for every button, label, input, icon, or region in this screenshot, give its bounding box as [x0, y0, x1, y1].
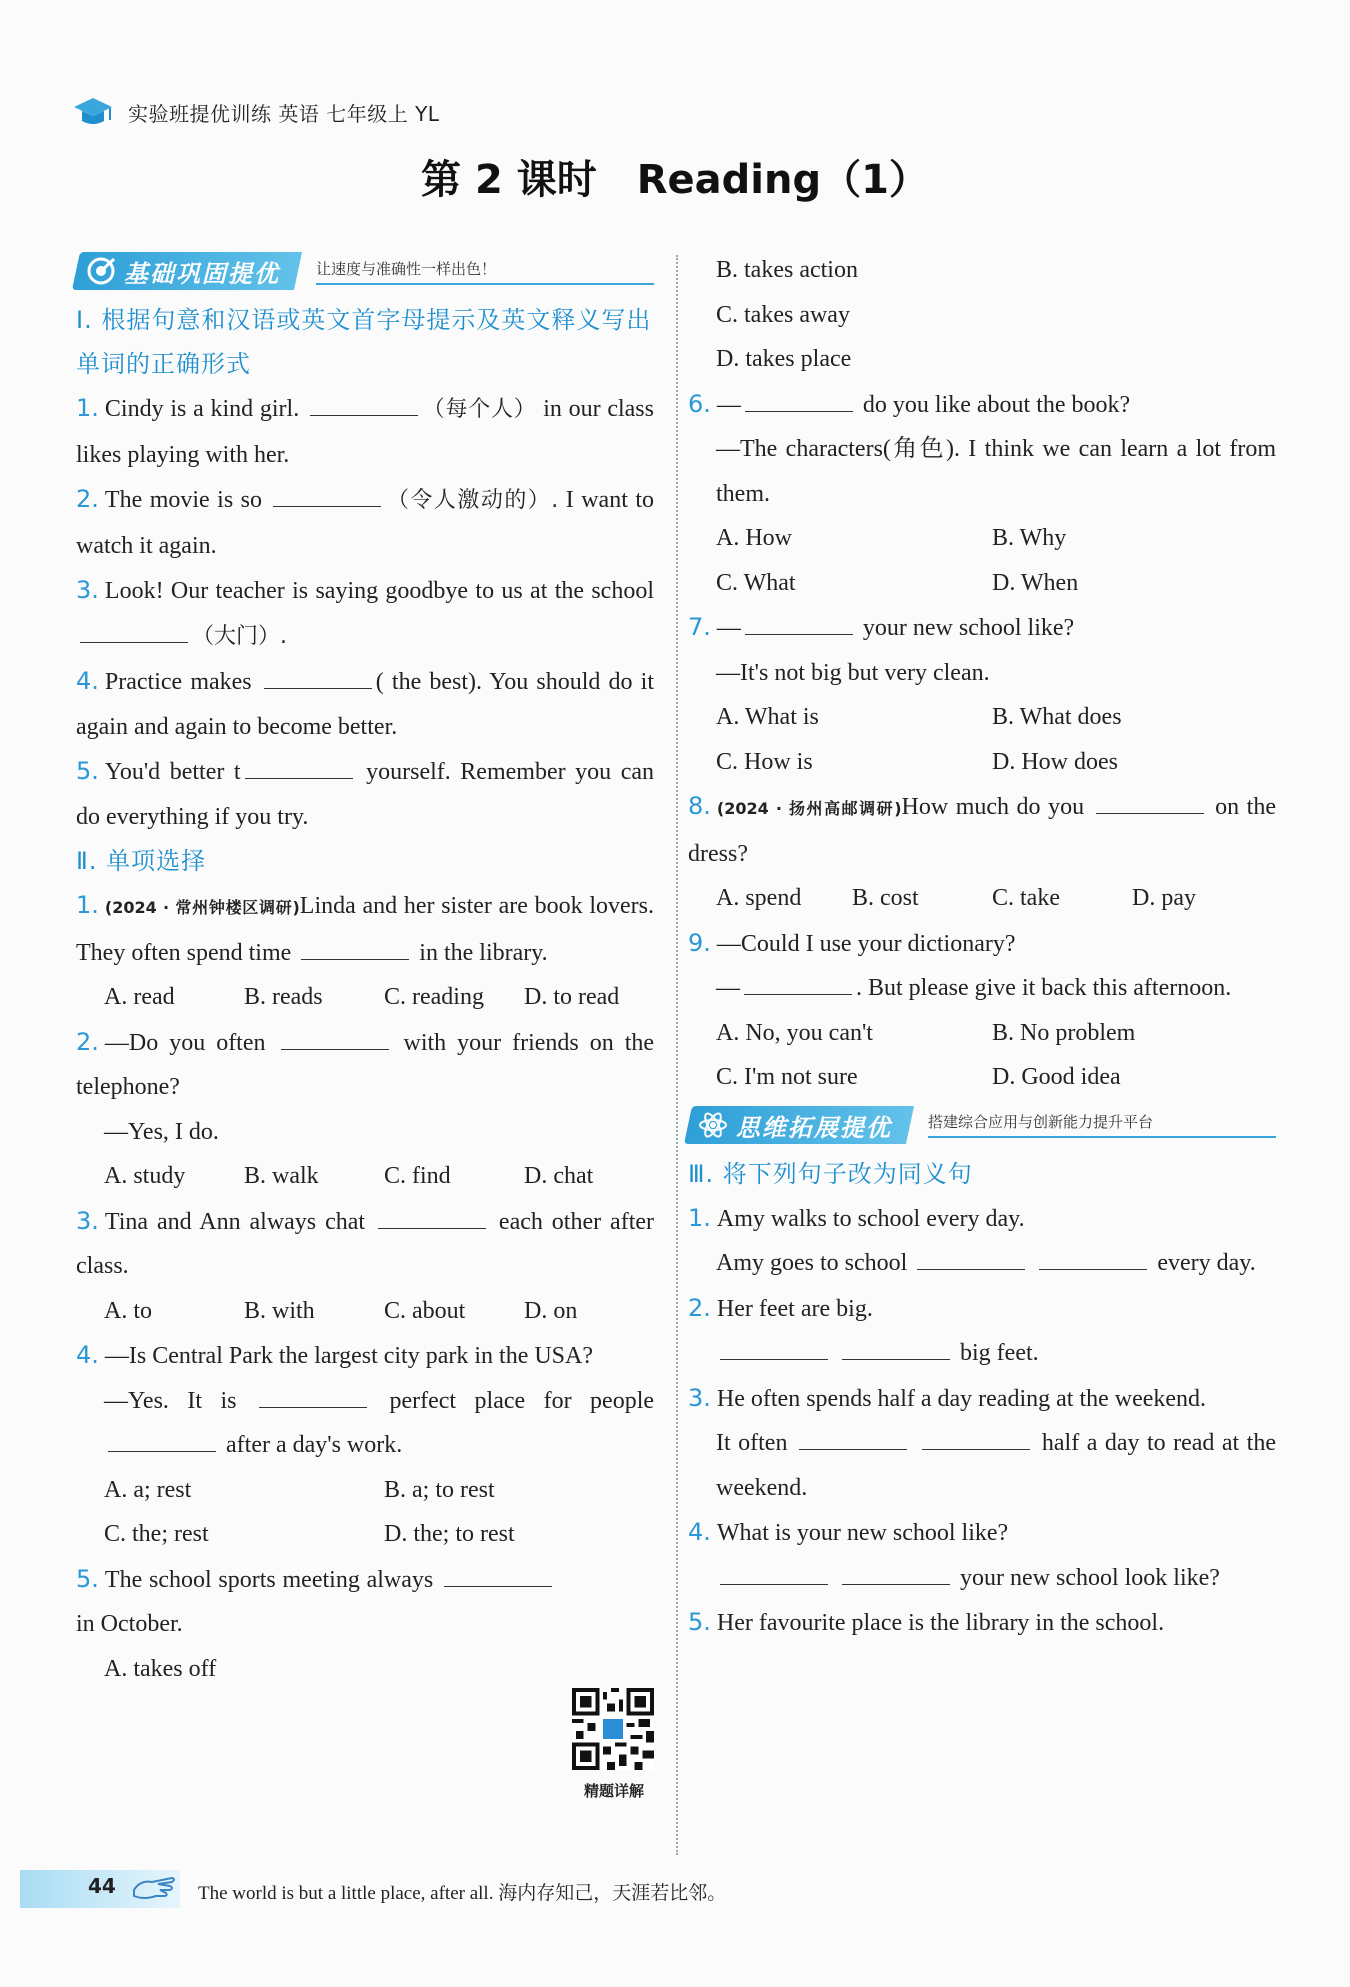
p2-q5: 5. The school sports meeting always in October.	[76, 1557, 556, 1647]
running-header	[72, 90, 439, 134]
p3-q4-rewrite: your new school look like?	[688, 1556, 1276, 1601]
p2-q9-reply: — . But please give it back this afternoon.	[716, 975, 1232, 1001]
section-3-heading: Ⅲ. 将下列句子改为同义句	[688, 1159, 973, 1188]
p2-q6-options-b: C. What D. When	[716, 569, 1079, 596]
answer-blank[interactable]	[922, 1429, 1030, 1450]
p3-q3-rewrite: It often half a day to read at the weekend.	[716, 1430, 1276, 1501]
right-column	[688, 248, 1276, 1646]
p1-q2: 2. The movie is so （令人激动的）. I want to watch it again.	[76, 485, 655, 559]
p3-q5: 5. Her favourite place is the library in the school.	[688, 1608, 1165, 1636]
answer-blank[interactable]	[1096, 793, 1204, 814]
banner-basic-sub: 让速度与准确性一样出色！	[316, 258, 654, 285]
answer-blank[interactable]	[273, 486, 381, 507]
answer-blank[interactable]	[720, 1339, 828, 1360]
graduation-cap-icon	[72, 94, 114, 130]
answer-blank[interactable]	[842, 1564, 950, 1585]
answer-blank[interactable]	[281, 1029, 389, 1050]
p2-q1: 1. (2024 · 常州钟楼区调研)Linda and her sister are book lovers. They often spend time in the library.	[76, 891, 654, 966]
atom-icon	[698, 1110, 728, 1140]
column-divider	[676, 255, 678, 1855]
p1-q4: 4. Practice makes ( the best). You should do it again and again to become better.	[76, 667, 654, 740]
section-2-heading: Ⅱ. 单项选择	[76, 847, 207, 875]
p2-q6-reply: —The characters(角色). I think we can learn a lot from them.	[716, 436, 1276, 507]
p2-q3: 3. Tina and Ann always chat each other after class.	[76, 1206, 655, 1279]
answer-blank[interactable]	[1039, 1249, 1147, 1270]
banner-basic-label: 基础巩固提优	[124, 259, 280, 288]
p2-q7: 7. — your new school like?	[688, 613, 1075, 641]
answer-blank[interactable]	[842, 1339, 950, 1360]
p2-q4-options-a: A. a; rest B. a; to rest	[104, 1476, 495, 1503]
p2-q9: 9. —Could I use your dictionary?	[688, 928, 1016, 957]
p2-q7-options-a: A. What is B. What does	[716, 704, 1122, 730]
p2-q6: 6. — do you like about the book?	[688, 389, 1131, 418]
p2-q6-options-a: A. How B. Why	[716, 525, 1067, 551]
banner-ext	[688, 1102, 1276, 1148]
p2-q2-options: A. study B. walk C. find D. chat	[104, 1163, 594, 1189]
p2-q9-options-b: C. I'm not sure D. Good idea	[716, 1064, 1121, 1090]
p3-q1-rewrite: Amy goes to school every day.	[716, 1250, 1256, 1276]
p3-q2-rewrite: big feet.	[688, 1331, 1276, 1376]
answer-blank[interactable]	[917, 1249, 1025, 1270]
answer-blank[interactable]	[108, 1431, 216, 1452]
answer-blank[interactable]	[444, 1566, 552, 1587]
left-column	[76, 248, 654, 1691]
answer-blank[interactable]	[745, 391, 853, 412]
answer-blank[interactable]	[259, 1387, 367, 1408]
answer-blank[interactable]	[378, 1208, 486, 1229]
answer-blank[interactable]	[245, 758, 353, 779]
p2-q9-options-a: A. No, you can't B. No problem	[716, 1019, 1136, 1046]
page-footer	[0, 1860, 1350, 1920]
p1-q1: 1. Cindy is a kind girl. （每个人） in our class likes playing with her.	[76, 394, 654, 468]
answer-blank[interactable]	[264, 668, 372, 689]
p3-q2: 2. Her feet are big.	[688, 1293, 873, 1322]
p2-q7-reply: —It's not big but very clean.	[716, 659, 990, 686]
book-title: 实验班提优训练 英语 七年级上 YL	[128, 101, 440, 126]
answer-blank[interactable]	[310, 395, 418, 416]
section-1-heading: Ⅰ. 根据句意和汉语或英文首字母提示及英文释义写出单词的正确形式	[76, 306, 652, 378]
p2-q4-reply: —Yes. It is perfect place for people after a day's work.	[104, 1387, 655, 1458]
p2-q4-options-b: C. the; rest D. the; to rest	[104, 1521, 515, 1547]
banner-ext-sub: 搭建综合应用与创新能力提升平台	[928, 1111, 1276, 1138]
p2-q8-options: A. spend B. cost C. take D. pay	[716, 885, 1196, 911]
footer-quote: The world is but a little place, after all. 海内存知己，天涯若比邻。	[198, 1883, 727, 1904]
p2-q5-option-b: B. takes action	[716, 257, 858, 283]
page-number: 44	[88, 1874, 116, 1898]
answer-blank[interactable]	[745, 614, 853, 635]
qr-caption: 精题详解	[583, 1782, 644, 1800]
p2-q8: 8. (2024 · 扬州高邮调研)How much do you on the dress?	[688, 792, 1277, 867]
p2-q5-option-d: D. takes place	[716, 346, 852, 372]
p1-q3: 3. Look! Our teacher is saying goodbye to us at the school （大门）.	[76, 576, 654, 649]
answer-blank[interactable]	[799, 1429, 907, 1450]
answer-blank[interactable]	[80, 622, 188, 643]
p1-q5: 5. You'd better t yourself. Remember you can do everything if you try.	[76, 757, 654, 830]
p2-q2-reply: —Yes, I do.	[104, 1118, 219, 1145]
p2-q1-options: A. read B. reads C. reading D. to read	[104, 984, 620, 1010]
page-title: 第 2 课时 Reading（1）	[421, 157, 929, 203]
p2-q7-options-b: C. How is D. How does	[716, 748, 1118, 775]
answer-blank[interactable]	[301, 939, 409, 960]
answer-blank[interactable]	[744, 974, 852, 995]
p2-q5-option-a: A. takes off	[104, 1655, 217, 1682]
pointing-hand-icon	[130, 1866, 178, 1906]
p2-q2: 2. —Do you often with your friends on the telephone?	[76, 1027, 655, 1100]
p3-q4: 4. What is your new school like?	[688, 1518, 1009, 1546]
answer-blank[interactable]	[720, 1564, 828, 1585]
p2-q3-options: A. to B. with C. about D. on	[104, 1297, 578, 1324]
p2-q5-option-c: C. takes away	[716, 301, 850, 328]
banner-basic	[76, 248, 654, 294]
p3-q3: 3. He often spends half a day reading at the weekend.	[688, 1383, 1207, 1412]
target-icon	[86, 256, 116, 286]
p3-q1: 1. Amy walks to school every day.	[688, 1203, 1025, 1232]
p2-q4: 4. —Is Central Park the largest city park in the USA?	[76, 1341, 594, 1369]
qr-code[interactable]	[572, 1688, 654, 1770]
banner-ext-label: 思维拓展提优	[736, 1113, 892, 1141]
